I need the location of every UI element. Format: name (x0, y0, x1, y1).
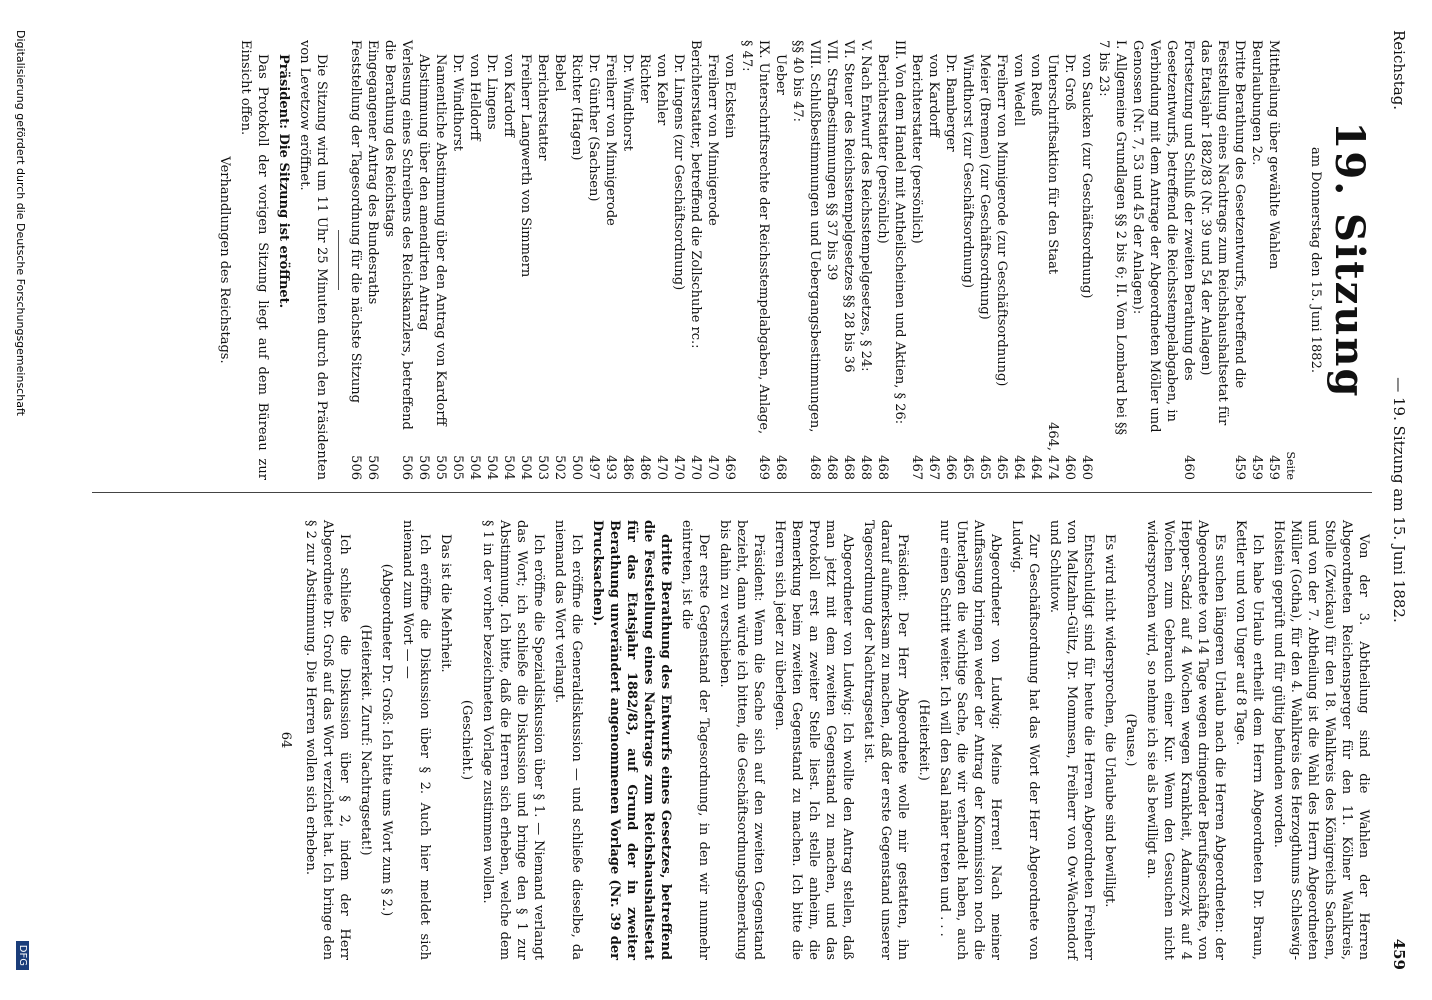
toc-entry (908, 40, 925, 480)
toc-entry-text: Mittheilung über gewählte Wahlen (1266, 40, 1281, 270)
toc-entry-page: 459 (1249, 455, 1264, 480)
toc-entry-text: Bebel (552, 54, 567, 92)
paragraph: Von der 3. Abtheilung sind die Wahlen der Herren Abgeordneten Reichensperger für den 11. Kölner Wahlkreis, Stolle (Zwickau) für den 18. Wahlkreis des Königreichs Sachsen, und von der 7. Abtheilung ist die Wahl des Herrn Abgeordneten Müller (Gotha), für den 4. Wahlkreis des Herzogthums Schleswig-Holstein geprüft und für gültig befunden worden. (1271, 520, 1371, 960)
toc-entry-text: Dr. Lingens (484, 54, 499, 130)
paragraph: Verhandlungen des Reichstags. (217, 156, 232, 364)
toc-entry-page: 506 (416, 455, 431, 480)
paragraph: Präsident: Wenn die Sache sich auf den zweiten Gegenstand bezieht, dann würde ich bitten, die Geschäftsordnungsbemerkung bis dahin zu verschieben. (717, 520, 766, 960)
toc-entry-text: Fortsetzung und Schluß der zweiten Berathung des Gesetzentwurfs, betreffend die Reichsstempelabgaben, in Verbindung mit dem Antrage der Abgeordneten Möller und Genossen (Nr. 7, 53 und 45 der Anlagen): (1130, 40, 1196, 433)
toc-entry-text: von Kardorff (926, 54, 941, 137)
toc-entry-page: 506 (348, 455, 363, 480)
toc-entry-text: Eingegangener Antrag des Bundesraths (365, 40, 380, 305)
paragraph: Ich eröffne die Diskussion über § 2. Auch hier meldet sich niemand zum Wort — — (400, 520, 432, 960)
paragraph: Ich habe Urlaub ertheilt dem Herrn Abgeordneten Dr. Braun, Kettler und von Unger auf 8 Tage. (1233, 520, 1265, 960)
paragraph: Entschuldigt sind für heute die Herren Abgeordneten Freiherr von Maltzahn-Gültz, Dr. Mommsen, Freiherr von Ow-Wachendorf und Schlutow. (1047, 520, 1096, 960)
toc-entry (653, 40, 670, 480)
toc-entry-text: Dr. Windthorst (450, 54, 465, 151)
toc-entry-page: 505 (433, 455, 448, 480)
toc-entry (449, 40, 466, 480)
toc-entry-page: 465 (994, 455, 1009, 480)
toc-entry (721, 40, 738, 480)
paragraph: Ich schließe die Diskussion über § 2, indem der Herr Abgeordnete Dr. Groß auf das Wort verzichtet hat. Ich bringe den § 2 zur Abstimmung. Die Herren wollen sich erheben. (303, 520, 352, 960)
toc-entry-text: Feststellung der Tagesordnung für die nächste Sitzung (348, 40, 363, 403)
divider (338, 230, 339, 290)
paragraph: Das ist die Mehrheit. (438, 534, 453, 673)
header-center: — 19. Sitzung am 15. Juni 1882. (1390, 377, 1408, 623)
toc-entry-page: 486 (637, 455, 652, 480)
toc-entry-page: 470 (671, 455, 686, 480)
toc-entry-text: Freiherr von Minnigerode (zur Geschäftsordnung) (994, 54, 1009, 387)
toc-entry (602, 40, 619, 480)
toc-entry-text: von Helldorff (467, 54, 482, 141)
toc-entry-page: 506 (399, 455, 414, 480)
toc-entry-text: Windthorst (zur Geschäftsordnung) (960, 54, 975, 289)
toc-entry (1078, 40, 1095, 480)
toc-entry (738, 40, 772, 480)
toc-entry-text: Dr. Groß (1062, 54, 1077, 111)
session-subtitle: am Donnerstag den 15. Juni 1882. (1308, 146, 1323, 373)
toc-entry-text: von Kardorff (501, 54, 516, 137)
page-header (1386, 30, 1408, 970)
toc-entry-text: Verlesung eines Schreibens des Reichskanzlers, betreffend die Berathung des Reichstags (382, 40, 414, 430)
toc-entry (891, 40, 908, 480)
toc-entry-page: 504 (467, 455, 482, 480)
toc-entry-page: 504 (501, 455, 516, 480)
toc-entry-page: 468 (824, 455, 839, 480)
toc-entry-text: von Reuß (1028, 54, 1043, 117)
toc-entry-text: von Kehler (654, 54, 669, 126)
paragraph: Präsident: Die Sitzung ist eröffnet. (276, 54, 291, 309)
toc-entry-text: von Eckstein (722, 54, 737, 139)
toc-entry (1095, 40, 1129, 480)
toc-entry-page: 468 (858, 455, 873, 480)
toc-entry-text: VIII. Schlußbestimmungen und Uebergangsbestimmungen, §§ 40 bis 47: (790, 40, 822, 433)
toc-entry-text: von Saucken (zur Geschäftsordnung) (1079, 54, 1094, 299)
paragraph: (Abgeordneter Dr. Groß: Ich bitte ums Wort zum § 2.) (379, 563, 394, 917)
toc-entry-text: V. Nach Entwurf des Reichsstempelgesetzes, § 24: (858, 40, 873, 372)
toc-entry (364, 40, 381, 480)
toc-entry-text: Unterschriftsaktion für den Staat (1045, 54, 1060, 275)
toc-entry-page: 460 (1181, 455, 1196, 480)
toc-entry (1027, 40, 1044, 480)
toc-entry-text: I. Allgemeine Grundlagen §§ 2 bis 6; II. Vom Lombard bei §§ 7 bis 23: (1096, 40, 1128, 436)
toc-entry-page: 486 (620, 455, 635, 480)
toc-entry-text: Berichterstatter, betreffend die Zollschuhe rc.: (688, 40, 703, 349)
toc-entry (1197, 40, 1248, 480)
session-title: 19. Sitzung (1326, 121, 1373, 399)
toc-entry-page: 505 (450, 455, 465, 480)
toc-entry-page: 469 (756, 455, 771, 480)
toc-entry-page: 466 (943, 455, 958, 480)
toc-entry (381, 40, 415, 480)
toc-entry-page: 467 (926, 455, 941, 480)
toc-entry (857, 40, 874, 480)
toc-entry-page: 502 (552, 455, 567, 480)
column-rule (92, 492, 1372, 493)
right-column (277, 520, 1372, 960)
toc-entry (432, 40, 449, 480)
toc-entry-page: 468 (841, 455, 856, 480)
toc-entry-text: Berichterstatter (persönlich) (875, 54, 890, 244)
toc-entry-page: 464 (1011, 455, 1026, 480)
paragraph: dritte Berathung des Entwurfs eines Gesetzes, betreffend die Feststellung eines Nachtrags zum Reichshaushaltsetat für das Etatsjahr 1882/83, auf Grund der in zweiter Berathung unverändert angenommenen Vorlage (Nr. 39 der Drucksachen). (590, 520, 673, 960)
toc-entry-page: 468 (807, 455, 822, 480)
toc-entry (1044, 40, 1061, 480)
toc-entry-text: von Wedell (1011, 54, 1026, 127)
footer (14, 30, 27, 970)
toc-entry (619, 40, 636, 480)
toc-entry-text: Dr. Bamberger (943, 54, 958, 152)
dfg-logo: DFG (16, 941, 29, 970)
toc-entry (636, 40, 653, 480)
toc-entry-text: Freiherr von Minnigerode (705, 54, 720, 226)
left-column (212, 40, 1372, 480)
paragraph: Die Sitzung wird um 11 Uhr 25 Minuten durch den Präsidenten von Levetzow eröffnet. (297, 40, 329, 480)
toc-entry (874, 40, 891, 480)
paragraph: Der erste Gegenstand der Tagesordnung, in den wir nunmehr eintreten, ist die (679, 520, 711, 960)
toc-entry (840, 40, 857, 480)
toc-entry-page: 459 (1266, 455, 1281, 480)
toc-entry-page: 469 (722, 455, 737, 480)
toc-entry-text: Freiherr von Minnigerode (603, 54, 618, 226)
toc-entry-page: 465 (960, 455, 975, 480)
toc-entry-page: 506 (365, 455, 380, 480)
toc-entry (517, 40, 534, 480)
toc-entry (1010, 40, 1027, 480)
sheet-number: 64 (278, 731, 293, 749)
paragraph: Abgeordneter von Ludwig: Ich wollte den Antrag stellen, daß man jetzt mit dem zweiten Gegenstand zu machen, und das Protokoll erst an zweiter Stelle liest. Ich stelle anheim, die Bemerkung beim zweiten Gegenstand zu machen. Ich bitte die Herren sich jeder zu überlegen. (772, 520, 855, 960)
toc-entry-text: Richter (Hagen) (569, 54, 584, 161)
toc-entry (568, 40, 585, 480)
toc-entry-text: Abstimmung über den amendirten Antrag (416, 54, 431, 331)
toc-entry-page: 459 (1232, 455, 1247, 480)
toc-entry-text: Dr. Windthorst (620, 54, 635, 151)
toc-entry-page: 493 (603, 455, 618, 480)
toc-entry (483, 40, 500, 480)
toc-entry-text: Dritte Berathung des Gesetzentwurfs, betreffend die Feststellung eines Nachtrags zum Reichshaushaltsetat für das Etatsjahr 1882/83 (Nr. 39 und 54 der Anlagen) (1198, 40, 1247, 426)
toc-entry-page: 460 (1079, 455, 1094, 480)
paragraph: Ich eröffne die Spezialdiskussion über § 1. — Niemand verlangt das Wort; ich schließe die Diskussion und bringe den § 1 zur Abstimmung. Ich bitte, daß die Herren sich erheben, welche dem § 1 in der vorher bezeichneten Vorlage zustimmen wollen. (480, 520, 546, 960)
toc-entry (585, 40, 602, 480)
toc-entry-page: 504 (518, 455, 533, 480)
toc-entry-text: Freiherr Langwerth von Simmern (518, 54, 533, 278)
right-body (302, 520, 1372, 960)
table-of-contents (347, 40, 1282, 480)
toc-entry-page: 470 (705, 455, 720, 480)
toc-entry-text: Meier (Bremen) (zur Geschäftsordnung) (977, 54, 992, 320)
toc-entry-text: III. Von dem Handel mit Antheilscheinen und Aktien, § 26: (892, 40, 907, 425)
toc-entry (772, 40, 789, 480)
toc-entry (1265, 40, 1282, 480)
paragraph: (Geschieht.) (459, 699, 474, 781)
toc-entry (1129, 40, 1197, 480)
toc-entry (466, 40, 483, 480)
paragraph: Abgeordneter von Ludwig: Meine Herren! Nach meiner Auffassung bringen weder der Antrag der Kommission noch die Unterlagen die wichtige Sache, die wir verhandelt haben, auch nur einen Schritt weiter. Ich will den Saal näher treten und . . . (937, 520, 1003, 960)
paragraph: Das Protokoll der vorigen Sitzung liegt auf dem Büreau zur Einsicht offen. (238, 40, 270, 480)
toc-entry (534, 40, 551, 480)
left-body (216, 40, 330, 480)
toc-entry (942, 40, 959, 480)
toc-entry (1248, 40, 1265, 480)
paragraph: (Heiterkeit.) (916, 699, 931, 781)
paragraph: Präsident: Der Herr Abgeordnete wolle mir gestatten, ihn darauf aufmerksam zu machen, daß der erste Gegenstand unserer Tagesordnung der Nachtragsetat ist. (861, 520, 910, 960)
toc-entry-text: Namentliche Abstimmung über den Antrag von Kardorff (433, 54, 448, 426)
toc-entry (704, 40, 721, 480)
paragraph: Zur Geschäftsordnung hat das Wort der Herr Abgeordnete von Ludwig. (1009, 520, 1041, 960)
toc-entry-text: Richter (637, 54, 652, 103)
toc-entry-text: IX. Unterschriftsrechte der Reichsstempelabgaben, Anlage, § 47: (739, 40, 771, 435)
seite-label: Seite (1284, 451, 1297, 480)
toc-entry-page: 470 (654, 455, 669, 480)
toc-entry-page: 467 (909, 455, 924, 480)
footer-credit: Digitalisierung gefördert durch die Deutsche Forschungsgemeinschaft (14, 30, 27, 416)
toc-entry (687, 40, 704, 480)
toc-entry-page: 503 (535, 455, 550, 480)
header-left: Reichstag. (1390, 30, 1408, 111)
page-number: 459 (1390, 938, 1408, 970)
paragraph: (Pause.) (1123, 713, 1138, 767)
toc-entry-page: 464, 474 (1045, 422, 1060, 480)
toc-entry (925, 40, 942, 480)
toc-entry-text: Dr. Günther (Sachsen) (586, 54, 601, 202)
toc-entry-text: VI. Steuer des Reichsstempelgesetzes §§ 28 bis 36 (841, 40, 856, 373)
paragraph: Ich eröffne die Generaldiskussion — und schließe dieselbe, da niemand das Wort verlangt. (552, 520, 584, 960)
toc-entry-text: Berichterstatter (persönlich) (909, 54, 924, 244)
toc-entry-text: Beurlaubungen 2c. (1249, 40, 1264, 166)
toc-entry (347, 40, 364, 480)
toc-entry (670, 40, 687, 480)
paragraph: Es suchen längeren Urlaub nach die Herren Abgeordneten: der Abgeordnete von 14 Tage wegen dringender Berufsgeschäfte, von Hepper-Sadzi auf 4 Wochen wegen Krankheit, Adamczyk auf 4 Wochen zum Gebrauch einer Kur. Wenn den Gesuchen nicht widersprochen wird, so nehme ich sie als bewilligt an. (1144, 520, 1227, 960)
toc-entry-text: Dr. Lingens (zur Geschäftsordnung) (671, 54, 686, 291)
toc-entry-page: 460 (1062, 455, 1077, 480)
toc-entry-page: 470 (688, 455, 703, 480)
toc-entry (823, 40, 840, 480)
toc-entry (789, 40, 823, 480)
toc-entry (959, 40, 976, 480)
toc-entry-page: 464 (1028, 455, 1043, 480)
toc-entry-page: 497 (586, 455, 601, 480)
toc-entry-text: Ueber (773, 54, 788, 95)
toc-entry-page: 465 (977, 455, 992, 480)
toc-entry (551, 40, 568, 480)
toc-entry-page: 504 (484, 455, 499, 480)
toc-entry (1061, 40, 1078, 480)
toc-entry-page: 500 (569, 455, 584, 480)
toc-entry-text: Berichterstatter (535, 54, 550, 161)
toc-entry (993, 40, 1010, 480)
toc-entry-page: 468 (773, 455, 788, 480)
paragraph: Es wird nicht widersprochen, die Urlaube sind bewilligt. (1102, 534, 1117, 908)
toc-entry (415, 40, 432, 480)
toc-entry (500, 40, 517, 480)
toc-entry (976, 40, 993, 480)
toc-entry-page: 468 (875, 455, 890, 480)
toc-entry-text: VII. Strafbestimmungen §§ 37 bis 39 (824, 40, 839, 281)
paragraph: (Heiterkeit. Zuruf: Nachtragsetat!) (358, 624, 373, 856)
